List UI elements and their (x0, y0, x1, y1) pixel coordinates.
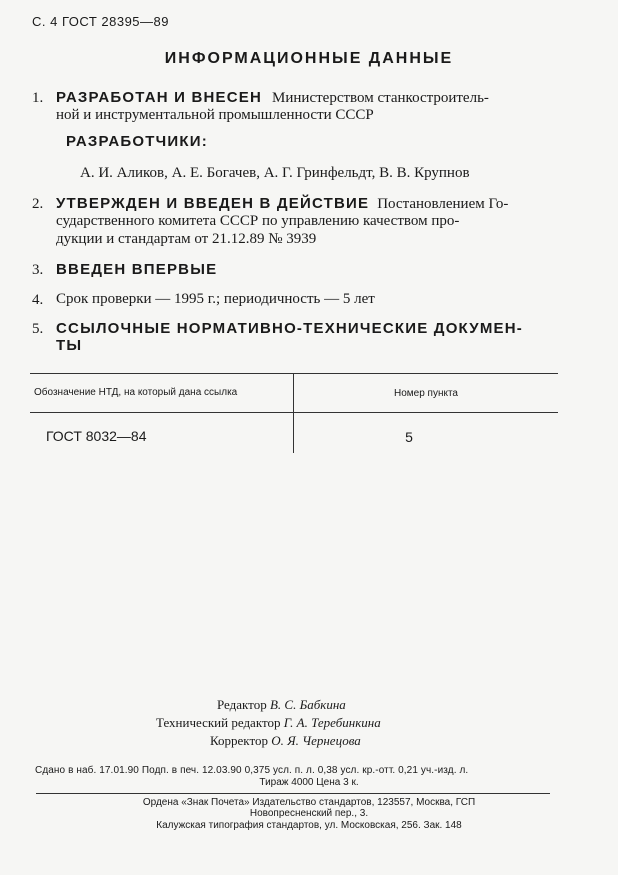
table-row-point: 5 (405, 429, 413, 445)
item-5-caps-line-1: ССЫЛОЧНЫЕ НОРМАТИВНО-ТЕХНИЧЕСКИЕ ДОКУМЕН- (56, 320, 523, 337)
item-3-number: 3. (32, 262, 44, 278)
imprint-line-4: Новопресненский пер., 3. (249, 808, 369, 819)
item-2-line-1 (56, 195, 508, 213)
developers-label: РАЗРАБОТЧИКИ: (66, 133, 208, 150)
item-2-line-2: сударственного комитета СССР по управлению качеством про- (56, 213, 460, 229)
table-row-ntd: ГОСТ 8032—84 (46, 428, 147, 444)
imprint-line-1: Сдано в наб. 17.01.90 Подп. в печ. 12.03.90 0,375 усл. п. л. 0,38 усл. кр.-отт. 0,21 уч.-изд. л. (35, 765, 469, 776)
table-col2-header: Номер пункта (393, 388, 458, 399)
item-1-caps: РАЗРАБОТАН И ВНЕСЕН (56, 89, 263, 106)
corrector-name: О. Я. Чернецова (271, 733, 361, 748)
credit-corrector (210, 733, 361, 749)
item-4-number: 4. (32, 292, 44, 308)
item-5-number: 5. (32, 321, 44, 337)
tech-editor-name: Г. А. Теребинкина (283, 715, 381, 730)
item-2-line-3: дукции и стандартам от 21.12.89 № 3939 (56, 231, 317, 247)
imprint-line-3: Ордена «Знак Почета» Издательство стандартов, 123557, Москва, ГСП (142, 797, 476, 808)
item-5-caps-line-2: ТЫ (56, 337, 83, 354)
table-header-rule (30, 412, 558, 413)
corrector-label: Корректор (210, 733, 268, 748)
table-col1-header: Обозначение НТД, на который дана ссылка (34, 387, 238, 398)
developers-list: А. И. Аликов, А. Е. Богачев, А. Г. Гринфельдт, В. В. Крупнов (80, 165, 470, 181)
page-title: ИНФОРМАЦИОННЫЕ ДАННЫЕ (164, 50, 454, 67)
credit-tech-editor (156, 715, 381, 731)
table-top-rule (30, 373, 558, 374)
editor-name: В. С. Бабкина (269, 697, 346, 712)
item-1-line-2: ной и инструментальной промышленности СССР (56, 107, 374, 123)
page-header: С. 4 ГОСТ 28395—89 (32, 14, 169, 29)
imprint-line-2: Тираж 4000 Цена 3 к. (259, 777, 359, 788)
item-1-number: 1. (32, 90, 44, 106)
editor-label: Редактор (217, 697, 267, 712)
tech-editor-label: Технический редактор (156, 715, 281, 730)
item-4-text: Срок проверки — 1995 г.; периодичность — 5 лет (56, 291, 375, 307)
item-1-text: Министерством станкостроитель- (272, 90, 489, 106)
item-3-caps: ВВЕДЕН ВПЕРВЫЕ (56, 261, 218, 278)
imprint-rule (36, 793, 550, 794)
item-2-text: Постановлением Го- (377, 196, 509, 212)
credit-editor (217, 697, 346, 713)
imprint-line-5: Калужская типография стандартов, ул. Московская, 256. Зак. 148 (156, 820, 462, 831)
item-1-line-1 (56, 89, 489, 107)
item-2-number: 2. (32, 196, 44, 212)
item-2-caps: УТВЕРЖДЕН И ВВЕДЕН В ДЕЙСТВИЕ (56, 195, 370, 212)
